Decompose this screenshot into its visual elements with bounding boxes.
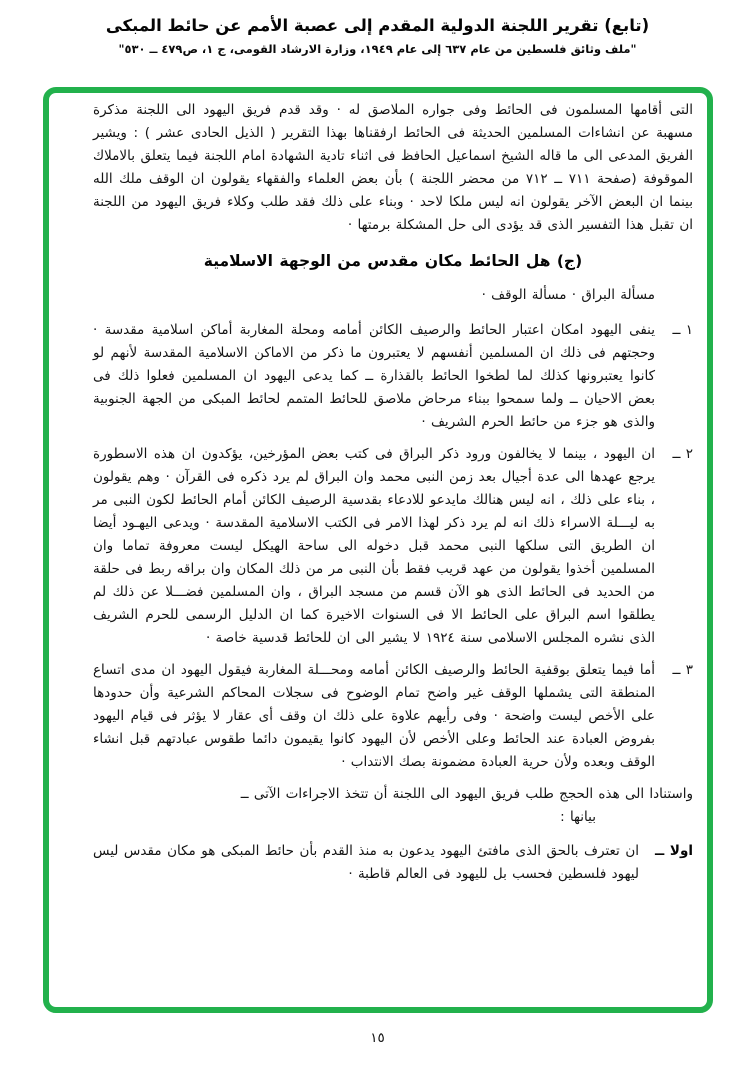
document-body — [93, 99, 693, 886]
page-header — [0, 16, 755, 56]
numbered-item-1 — [93, 319, 693, 434]
numbered-item-3 — [93, 659, 693, 774]
resolution-marker: اولا ــ — [655, 843, 693, 859]
section-heading: (ج) هل الحائط مكان مقدس من الوجهة الاسلامية — [203, 252, 583, 270]
item-3-marker: ٣ ــ — [672, 662, 693, 678]
item-3-text: أما فيما يتعلق بوقفية الحائط والرصيف الكائن أمامه ومحـــلة المغاربة فيقول اليهود ان مدى اتساع المنطقة التى يشملها الوقف غير واضح تمام الوضوح فى سجلات المحاكم الشرعية وأن حدودها على الأخص ليست واضحة · وفى رأيهم علاوة على ذلك ان وقف أى عقار لا يؤثر فى قيام اليهود بفروض العبادة عند الحائط وعلى الأخص لأن اليهود كانوا يقيمون دائما طقوس عبادتهم قبل انشاء الوقف وبعده ولأن حرية العبادة مضمونة بصك الانتداب · — [93, 662, 655, 770]
numbered-item-2 — [93, 443, 693, 650]
item-1-marker: ١ ــ — [672, 322, 693, 338]
opening-paragraph: التى أقامها المسلمون فى الحائط وفى جواره الملاصق له · وقد قدم فريق اليهود الى اللجنة مذكرة مسهبة عن انشاءات المسلمين الحديثة فى الحائط ارفقناها بهذا التقرير ( الذيل الحادى عشر ) : ويشير الفريق المدعى الى ما قاله الشيخ اسماعيل الحافظ فى اثناء تادية الشهادة امام اللجنة فيما يتعلق بالاملاك الموقوفة (صفحة ٧١١ ــ ٧١٢ من محضر اللجنة ) بأن بعض العلماء والفقهاء يقولون ان الوقف ملك الله بينما ان البعض الآخر يقولون انه ليس ملكا لاحد · وبناء على ذلك فقد طلب وكلاء فريق اليهود من اللجنة ان تقبل هذا التفسير الذى قد يؤدى الى حل المشكلة برمتها · — [93, 102, 693, 233]
report-title: (تابع) تقرير اللجنة الدولية المقدم إلى عصبة الأمم عن حائط المبكى — [105, 16, 650, 35]
page-number: ١٥ — [370, 1030, 385, 1046]
source-citation: "ملف وثائق فلسطين من عام ٦٣٧ إلى عام ١٩٤٩، وزارة الارشاد القومى، ج ١، ص٤٧٩ ــ ٥٣٠" — [118, 42, 637, 56]
subheading: مسألة البراق · مسألة الوقف · — [481, 287, 655, 303]
item-2-marker: ٢ ــ — [672, 446, 693, 462]
item-1-text: ينفى اليهود امكان اعتبار الحائط والرصيف الكائن أمامه ومحلة المغاربة أماكن اسلامية مقدسة · وحجتهم فى ذلك ان المسلمين أنفسهم لا يعتبرون ما ذكر من الاماكن الاسلامية المقدسة لأنهم لو كانوا يعتبرونها كذلك لما لطخوا الحائط بالقذارة ــ كما يدعى اليهود ان المسلمين فعلوا ذلك فى بعض الاحيان ــ ولما سمحوا ببناء مرحاض ملاصق للحائط المتمم لحائط المبكى من الجهة الجنوبية والذى هو جزء من حائط الحرم الشريف · — [93, 322, 655, 430]
resolution-item-first — [93, 840, 693, 886]
closing-paragraph-line1: واستنادا الى هذه الحجج طلب فريق اليهود الى اللجنة أن تتخذ الاجراءات الآتى ــ — [240, 786, 693, 802]
item-2-text: ان اليهود ، بينما لا يخالفون ورود ذكر البراق فى كتب بعض المؤرخين، يؤكدون ان هذه الاسطورة يرجع عهدها الى عدة أجيال بعد زمن النبى محمد وان البراق لم يرد ذكره فى القرآن · وهم يقولون ، بناء على ذلك ، انه ليس هنالك مايدعو للادعاء بقدسية الرصيف الكائن أمام الحائط لكون النبى مر به ليـــلة الاسراء ذلك انه لم يرد ذكر لهذا الامر فى الكتب الاسلامية المقدسة · ويدعى اليهـود أيضا ان الطريق التى سلكها النبى محمد قبل دخوله الى ساحة الهيكل ليست معروفة تماما وان المسلمين أخذوا يقولون من عهد قريب فقط بأن النبى مر من ذلك المكان وان براقه ربط فى حلقة من الحديد فى الحائط الذى هو الآن قسم من مسجد البراق ، وان المسلمين فضـــلا عن ذلك لم يطلقوا اسم البراق على الحائط الا فى السنوات الاخيرة كما ان الدليل الرسمى للحرم الشريف الذى نشره المجلس الاسلامى سنة ١٩٢٤ لا يشير الى ان للحائط قدسية خاصة · — [93, 446, 655, 646]
resolution-text: ان تعترف بالحق الذى مافتئ اليهود يدعون به منذ القدم بأن حائط المبكى هو مكان مقدس ليس ليهود فلسطين فحسب بل لليهود فى العالم قاطبة · — [93, 843, 639, 882]
closing-paragraph-line2: بيانها : — [560, 809, 596, 825]
